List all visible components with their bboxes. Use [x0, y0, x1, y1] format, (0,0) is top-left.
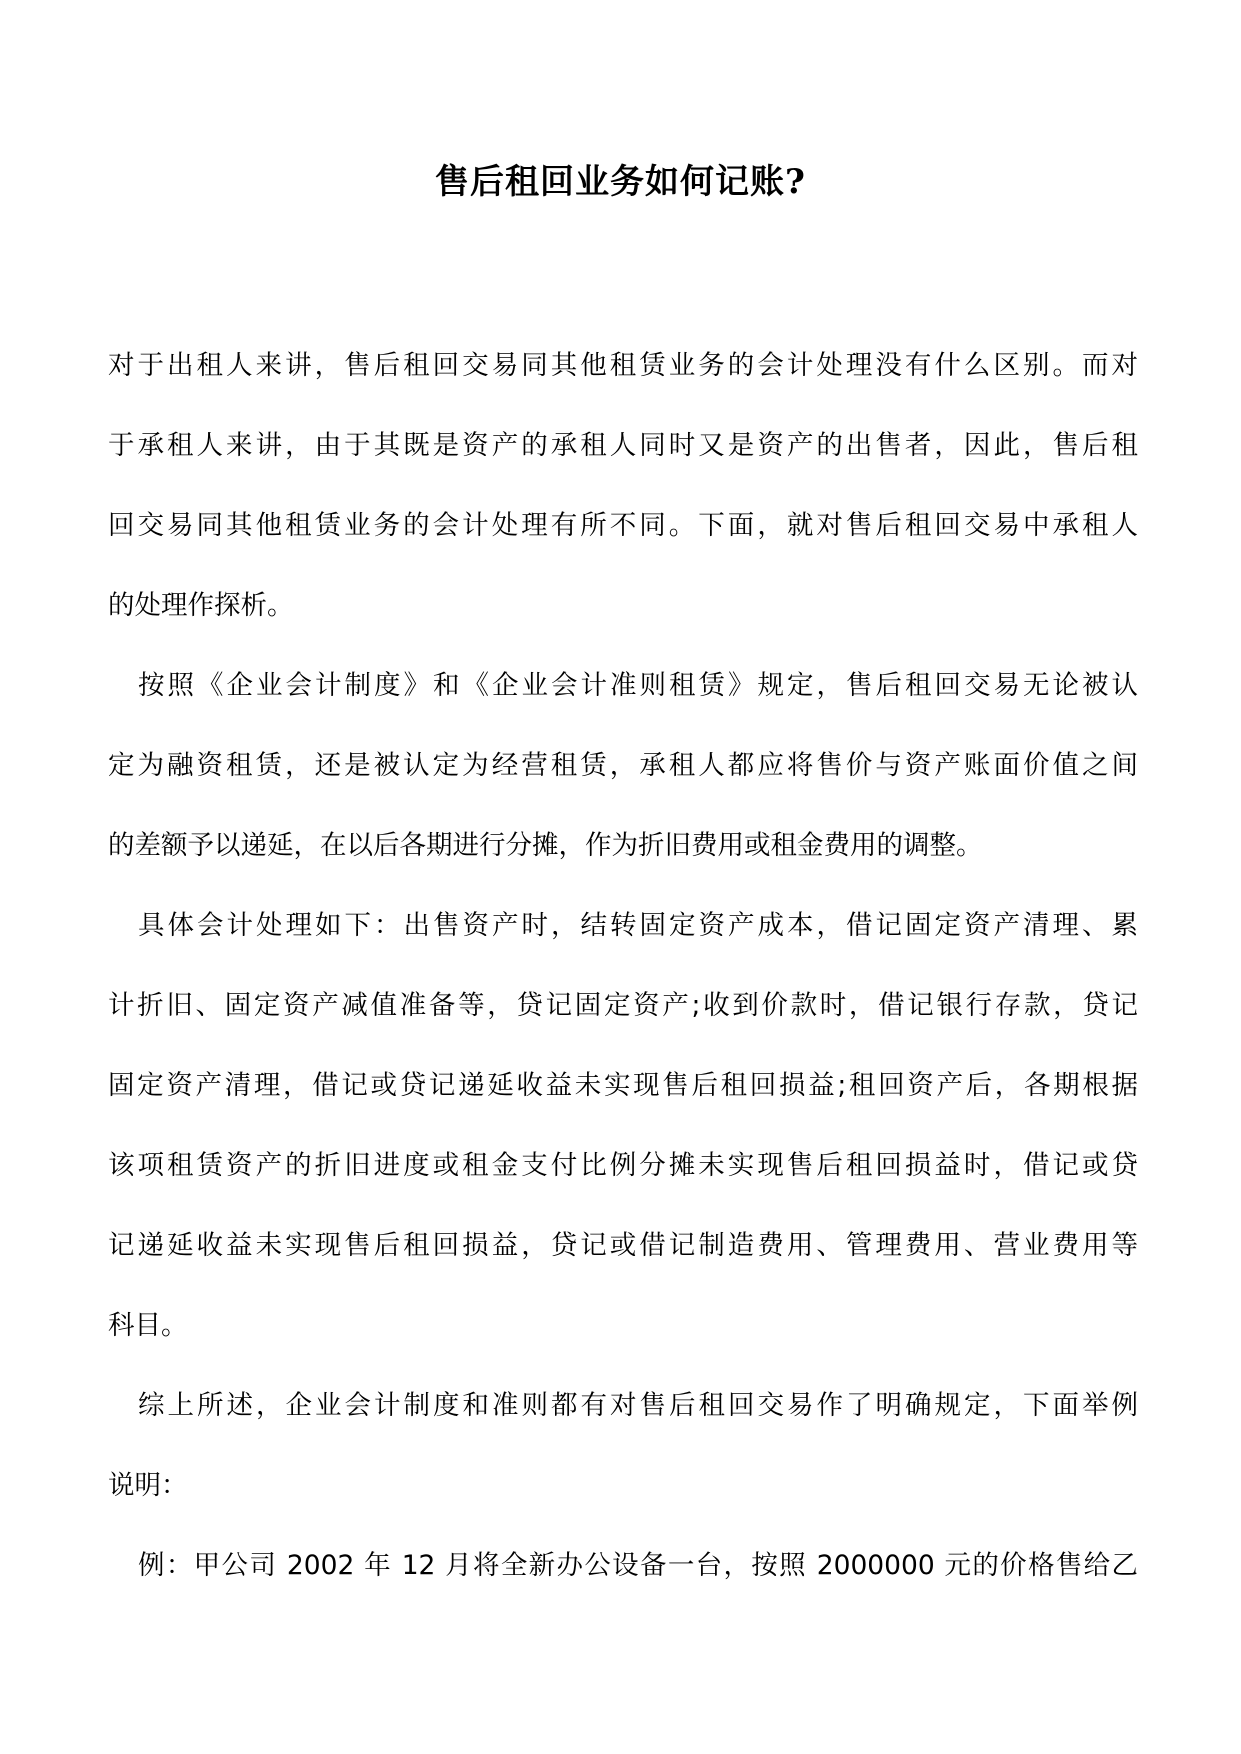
- body-text-line: 例：甲公司 2002 年 12 月将全新办公设备一台，按照 2000000 元的价格售给乙: [138, 1550, 1138, 1581]
- body-text-line: 的处理作探析。: [108, 590, 294, 621]
- body-text-line: 定为融资租赁，还是被认定为经营租赁，承租人都应将售价与资产账面价值之间: [108, 750, 1138, 781]
- document-title: 售后租回业务如何记账?: [435, 162, 806, 202]
- body-text-line: 固定资产清理，借记或贷记递延收益未实现售后租回损益;租回资产后，各期根据: [108, 1070, 1138, 1101]
- body-text-line: 科目。: [108, 1310, 188, 1341]
- body-text-line: 回交易同其他租赁业务的会计处理有所不同。下面，就对售后租回交易中承租人: [108, 510, 1138, 541]
- body-text-line: 说明：: [108, 1470, 188, 1501]
- body-text-line: 按照《企业会计制度》和《企业会计准则租赁》规定，售后租回交易无论被认: [138, 670, 1138, 701]
- body-text-line: 于承租人来讲，由于其既是资产的承租人同时又是资产的出售者，因此，售后租: [108, 430, 1138, 461]
- body-text-line: 的差额予以递延，在以后各期进行分摊，作为折旧费用或租金费用的调整。: [108, 830, 983, 861]
- body-text-line: 具体会计处理如下：出售资产时，结转固定资产成本，借记固定资产清理、累: [138, 910, 1138, 941]
- body-text-line: 记递延收益未实现售后租回损益，贷记或借记制造费用、管理费用、营业费用等: [108, 1230, 1138, 1261]
- body-text-line: 对于出租人来讲，售后租回交易同其他租赁业务的会计处理没有什么区别。而对: [108, 350, 1138, 381]
- body-text-line: 计折旧、固定资产减值准备等，贷记固定资产;收到价款时，借记银行存款，贷记: [108, 990, 1138, 1021]
- body-text-line: 综上所述，企业会计制度和准则都有对售后租回交易作了明确规定，下面举例: [138, 1390, 1138, 1421]
- body-text-line: 该项租赁资产的折旧进度或租金支付比例分摊未实现售后租回损益时，借记或贷: [108, 1150, 1138, 1181]
